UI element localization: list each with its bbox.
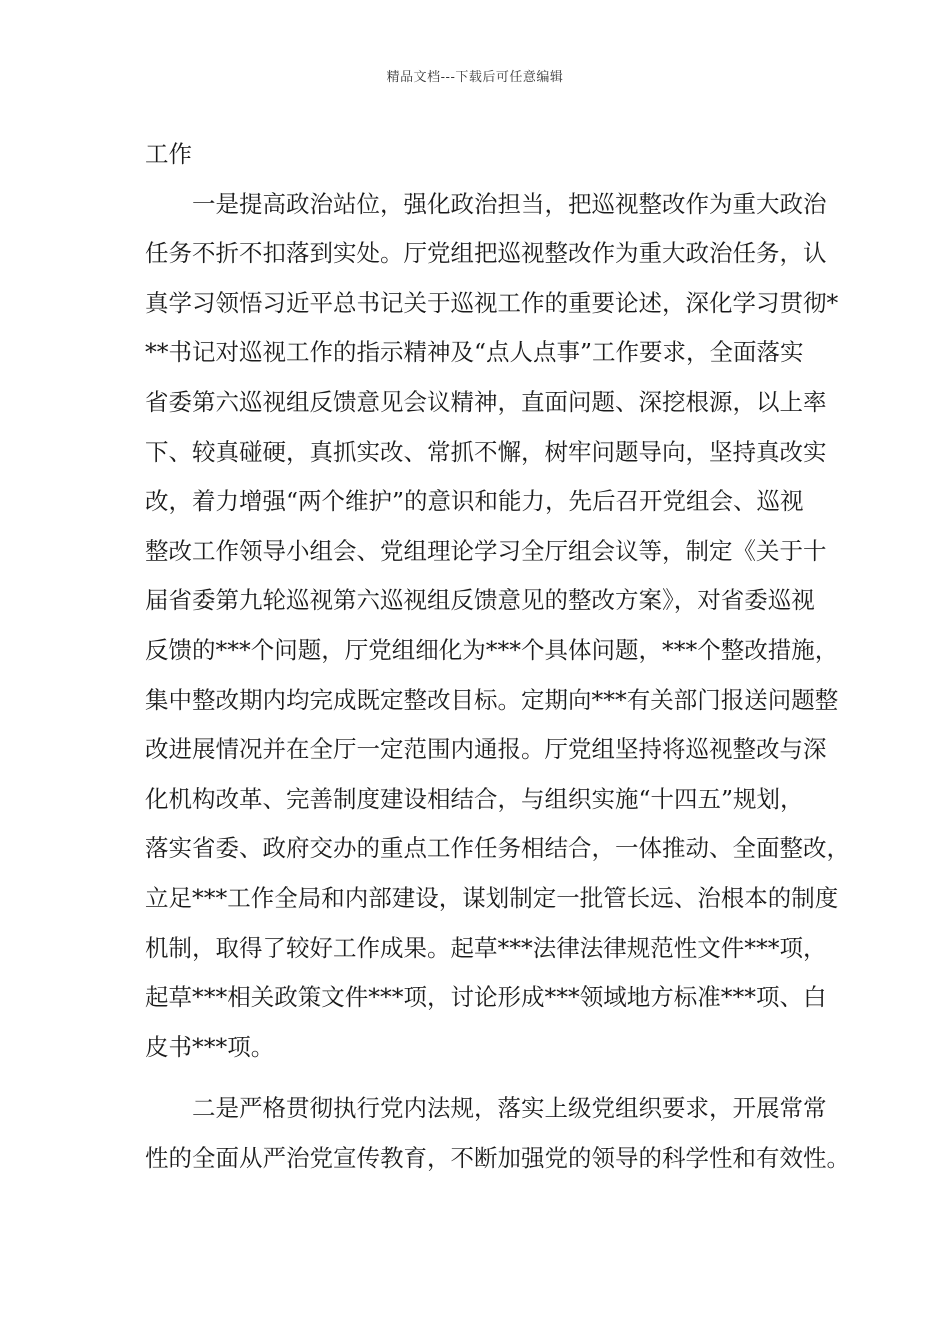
document-body — [145, 130, 850, 1183]
paragraph-line: 落实省委、政府交办的重点工作任务相结合，一体推动、全面整改， — [145, 834, 850, 863]
paragraph-line: 省委第六巡视组反馈意见会议精神，直面问题、深挖根源，以上率 — [145, 387, 827, 416]
fragment-line: 工作 — [145, 140, 192, 168]
paragraph-line: 改，着力增强“两个维护”的意识和能力，先后召开党组会、巡视 — [145, 487, 804, 516]
paragraph-line: 性的全面从严治党宣传教育，不断加强党的领导的科学性和有效性。 — [145, 1143, 850, 1172]
paragraph-line: 改进展情况并在全厅一定范围内通报。厅党组坚持将巡视整改与深 — [145, 735, 827, 764]
paragraph-line: **书记对巡视工作的指示精神及“点人点事”工作要求，全面落实 — [145, 338, 804, 367]
paragraph-line: 集中整改期内均完成既定整改目标。定期向***有关部门报送问题整 — [145, 685, 839, 714]
paragraph-spacer — [145, 1072, 825, 1084]
paragraph-line: 机制，取得了较好工作成果。起草***法律法律规范性文件***项， — [145, 933, 827, 962]
paragraph-line: 真学习领悟习近平总书记关于巡视工作的重要论述，深化学习贯彻* — [145, 288, 839, 317]
paragraph-line: 下、较真碰硬，真抓实改、常抓不懈，树牢问题导向，坚持真改实 — [145, 437, 827, 466]
paragraph-line: 任务不折不扣落到实处。厅党组把巡视整改作为重大政治任务，认 — [145, 239, 827, 268]
paragraph-line: 整改工作领导小组会、党组理论学习全厅组会议等，制定《关于十 — [145, 536, 827, 565]
paragraph-1 — [145, 180, 850, 1073]
paragraph-2 — [145, 1084, 850, 1183]
paragraph-line: 反馈的***个问题，厅党组细化为***个具体问题，***个整改措施， — [145, 635, 839, 664]
paragraph-line: 起草***相关政策文件***项，讨论形成***领域地方标准***项、白 — [145, 983, 827, 1012]
paragraph-line: 立足***工作全局和内部建设，谋划制定一批管长远、治根本的制度 — [145, 883, 839, 912]
paragraph-line: 皮书***项。 — [145, 1032, 275, 1061]
paragraph-line: 届省委第九轮巡视第六巡视组反馈意见的整改方案》，对省委巡视 — [145, 586, 815, 615]
paragraph-line: 二是严格贯彻执行党内法规，落实上级党组织要求，开展常常 — [145, 1094, 827, 1123]
paragraph-line: 化机构改革、完善制度建设相结合，与组织实施“十四五”规划， — [145, 784, 804, 813]
page-header: 精品文档---下载后可任意编辑 — [386, 70, 564, 85]
paragraph-line: 一是提高政治站位，强化政治担当，把巡视整改作为重大政治 — [145, 189, 827, 218]
